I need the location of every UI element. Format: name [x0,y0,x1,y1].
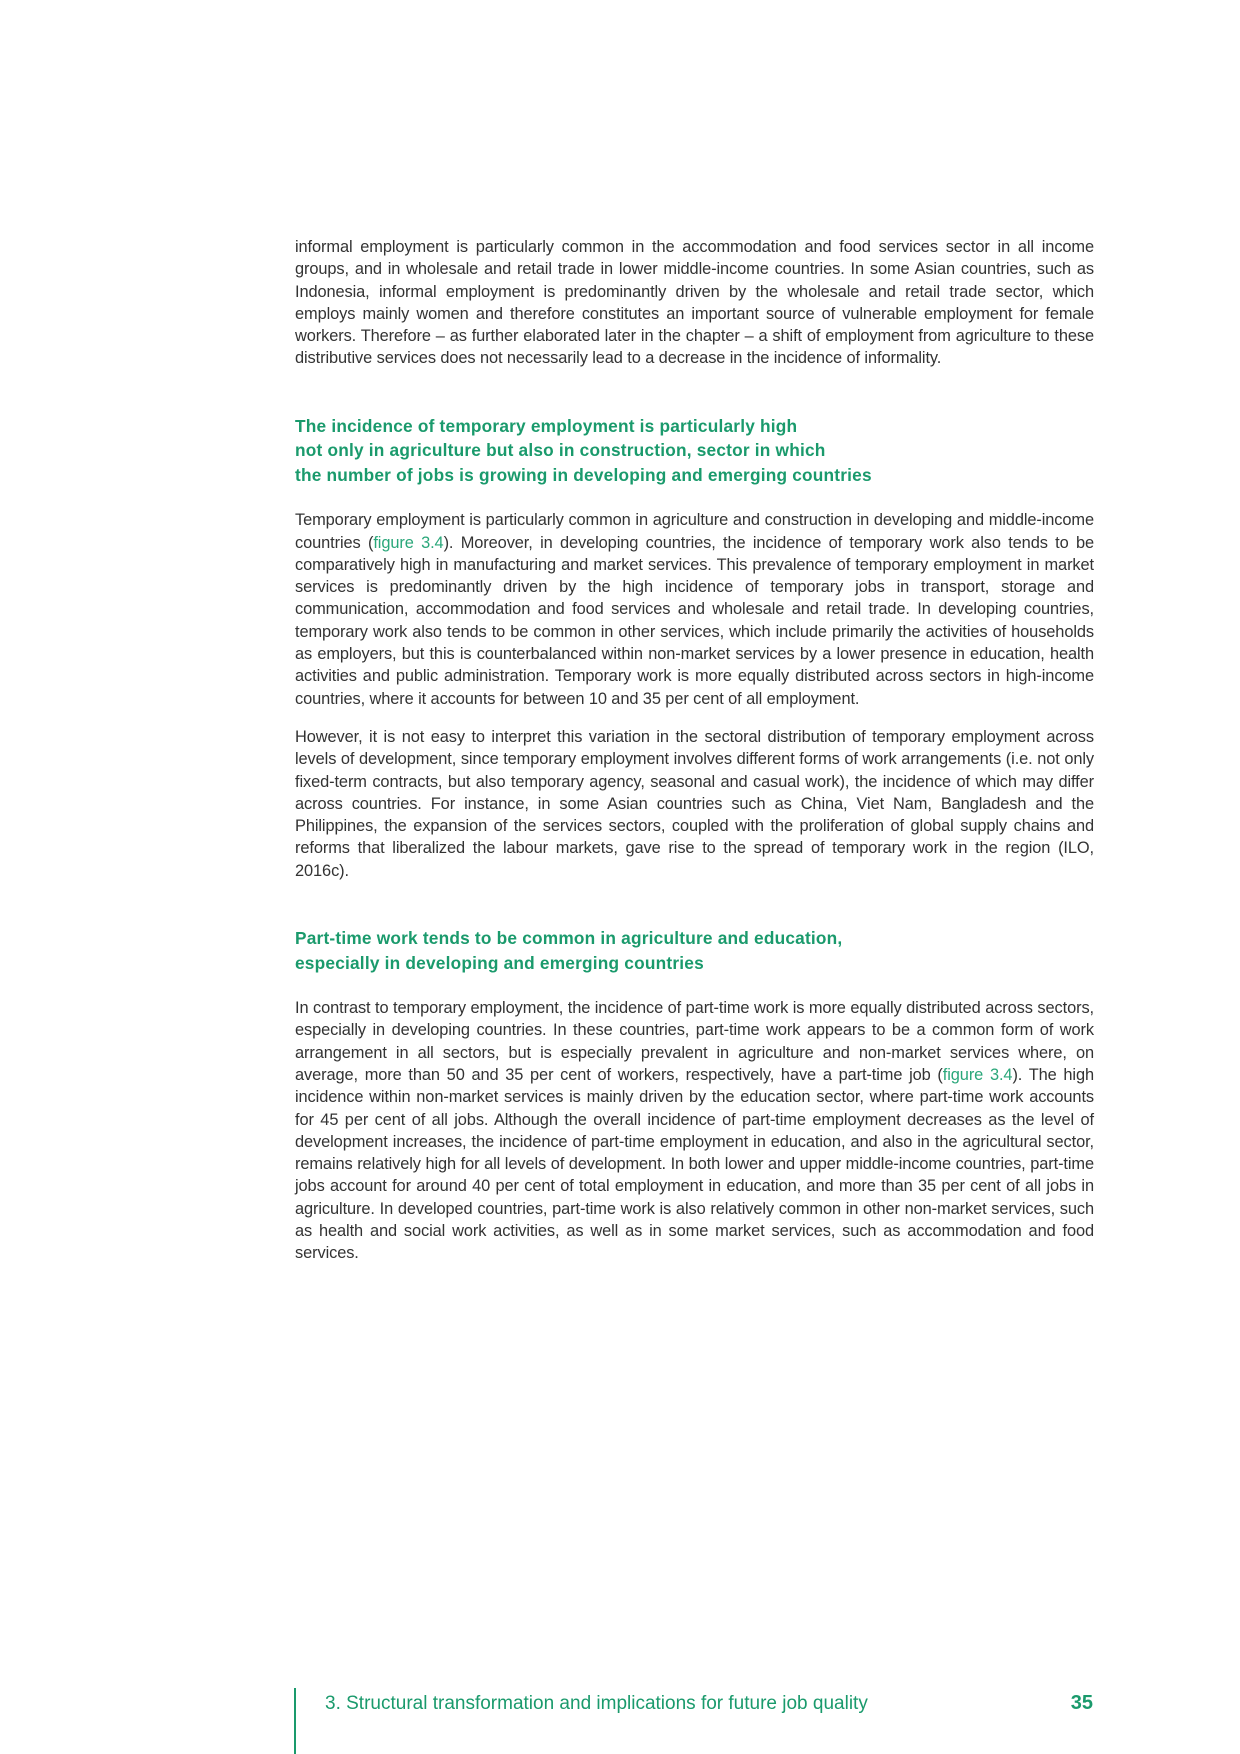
paragraph-text: ). The high incidence within non-market services is mainly driven by the education sector, where part-time work accounts for 45 per cent of all jobs. Although the overall incidence of part-time employment decreases as the level of development increases, the incidence of part-time employment in education, and also in the agricultural sector, remains relatively high for all levels of development. In both lower and upper middle-income countries, part-time jobs account for around 40 per cent of total employment in education, and more than 35 per cent of all jobs in agriculture. In developed countries, part-time work is also relatively common in other non-market services, such as health and social work activities, as well as in some market services, such as accommodation and food services. [295,1065,1094,1263]
paragraph-text: Temporary employment is particularly common in agriculture and construction in developing and middle-income countries ( [295,511,1094,552]
figure-reference-link[interactable]: figure 3.4 [942,1065,1013,1084]
page-content [295,236,1094,1281]
page-footer [0,1688,1240,1754]
figure-reference-link[interactable]: figure 3.4 [373,533,444,552]
part-time-work-paragraph [295,997,1094,1265]
heading-line: especially in developing and emerging countries [295,952,704,973]
intro-paragraph: informal employment is particularly common in the accommodation and food services sector in all income groups, and in wholesale and retail trade in lower middle-income countries. In some Asian countries, such as Indonesia, informal employment is predominantly driven by the wholesale and retail trade sector, which employs mainly women and therefore constitutes an important source of vulnerable employment for female workers. Therefore – as further elaborated later in the chapter – a shift of employment from agriculture to these distributive services does not necessarily lead to a decrease in the incidence of informality. [295,238,1094,368]
section-heading-part-time-work [295,926,1094,975]
page-number: 35 [1070,1692,1093,1714]
temporary-employment-paragraph-1 [295,509,1094,710]
heading-line: The incidence of temporary employment is particularly high [295,415,798,436]
footer-chapter-title: 3. Structural transformation and implications for future job quality [325,1693,868,1714]
heading-line: not only in agriculture but also in construction, sector in which [295,440,826,461]
temporary-employment-paragraph-2: However, it is not easy to interpret this variation in the sectoral distribution of temporary employment across levels of development, since temporary employment involves different forms of work arrangements (i.e. not only fixed-term contracts, but also temporary agency, seasonal and casual work), the incidence of which may differ across countries. For instance, in some Asian countries such as China, Viet Nam, Bangladesh and the Philippines, the expansion of the services sectors, coupled with the proliferation of global supply chains and reforms that liberalized the labour markets, gave rise to the spread of temporary work in the region (ILO, 2016c). [295,727,1094,880]
paragraph-text: In contrast to temporary employment, the incidence of part-time work is more equally distributed across sectors, especially in developing countries. In these countries, part-time work appears to be a common form of work arrangement in all sectors, but is especially prevalent in agriculture and non-market services where, on average, more than 50 and 35 per cent of workers, respectively, have a part-time job ( [295,999,1094,1084]
heading-line: Part-time work tends to be common in agriculture and education, [295,928,843,949]
heading-line: the number of jobs is growing in developing and emerging countries [295,464,872,485]
paragraph-text: ). Moreover, in developing countries, the incidence of temporary work also tends to be comparatively high in manufacturing and market services. This prevalence of temporary employment in market services is predominantly driven by the high incidence of temporary jobs in transport, storage and communication, accommodation and food services and wholesale and retail trade. In developing countries, temporary work also tends to be common in other services, which include primarily the activities of households as employers, but this is counterbalanced within non-market services by a lower presence in education, health activities and public administration. Temporary work is more equally distributed across sectors in high-income countries, where it accounts for between 10 and 35 per cent of all employment. [295,533,1095,708]
footer-divider [294,1688,296,1754]
section-heading-temporary-employment [295,414,1094,488]
